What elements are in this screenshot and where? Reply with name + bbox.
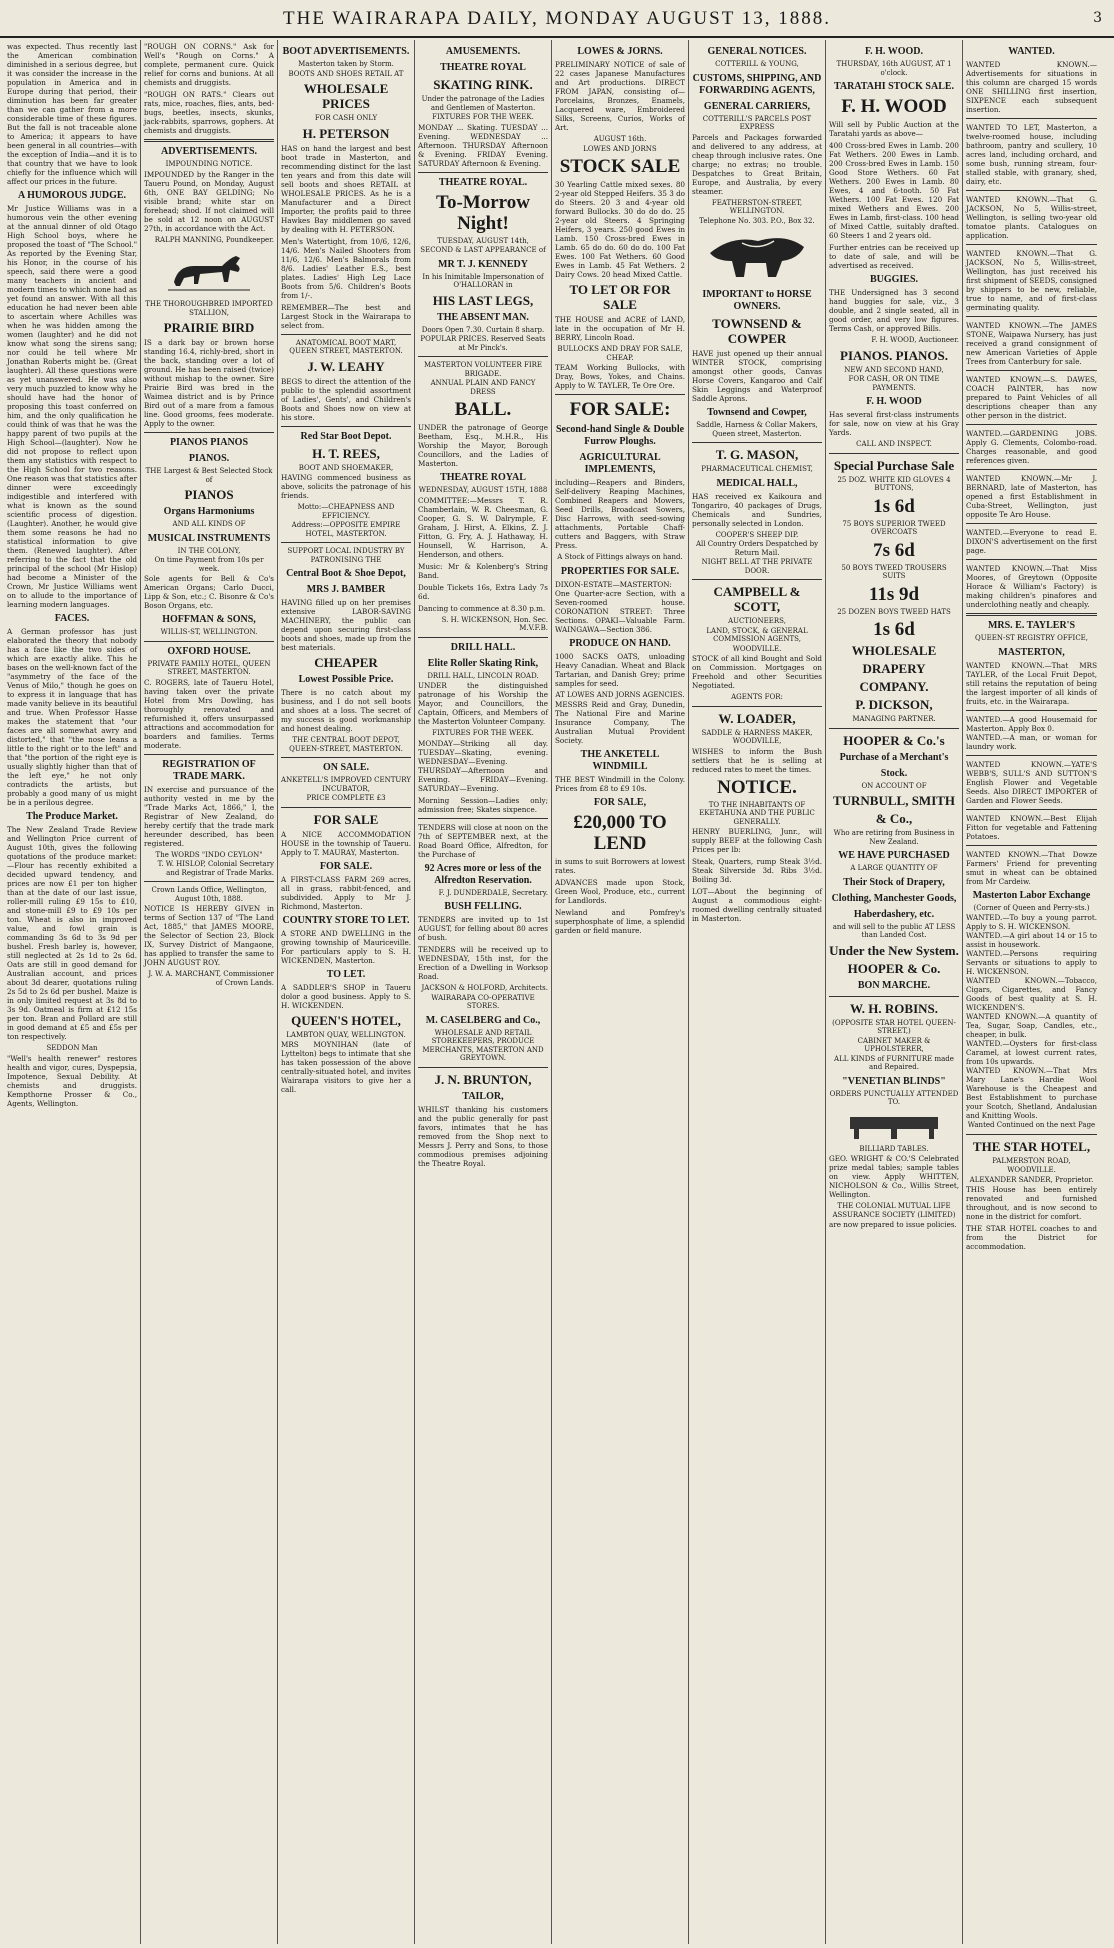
country-store-heading: COUNTRY STORE TO LET. xyxy=(282,914,410,926)
acres-heading: 92 Acres more or less of the Alfredton Reservation. xyxy=(424,862,542,886)
pianos-heading-2: PIANOS. PIANOS. xyxy=(840,347,948,363)
furniture-made: ALL KINDS of FURNITURE made and Repaired. xyxy=(834,1054,954,1071)
column-4 xyxy=(415,40,552,1944)
kennedy-name: MR T. J. KENNEDY xyxy=(438,258,528,270)
wood-heading: F. H. WOOD. xyxy=(864,46,924,57)
wanted-ad: WANTED KNOWN.—Advertisements for situations in this column are charged 15 words ONE SHILLING first insertion, SIXPENCE each subsequent insertion. xyxy=(966,60,1097,114)
coop-stores: WAIRARAPA CO-OPERATIVE STORES. xyxy=(431,993,535,1010)
star-hotel-text: THIS House has been entirely renovated and furnished throughout, and is now second to none in the district for comfort. xyxy=(966,1185,1097,1221)
boys-trousers-price: 11s 9d xyxy=(868,583,920,605)
drapery-heading: DRAPERY xyxy=(862,661,926,676)
produce-text: 1000 SACKS OATS, unloading Heavy Canadian. Wheat and Black Tartarian, and Danish Grey; prime samples for seed. xyxy=(555,651,685,688)
impound-text: IMPOUNDED by the Ranger in the Taueru Pound, on Monday, August 6th, ONE BAY GELDING; No visible brand; white star on forehead; shod. If not claimed will be sold at 12 noon on AUGUST 27th, in accordance with the Act. xyxy=(144,169,274,233)
support-local: SUPPORT LOCAL INDUSTRY BY PATRONISING THE xyxy=(287,547,405,564)
boots-retail: BOOTS AND SHOES RETAIL AT xyxy=(288,69,404,78)
drill-hall-heading: DRILL HALL. xyxy=(450,641,516,653)
performance-date: TUESDAY, AUGUST 14th, xyxy=(437,236,529,245)
special-purchase: Special Purchase Sale xyxy=(833,457,955,473)
peterson-name: H. PETERSON xyxy=(302,125,390,141)
organs-heading: Organs Harmoniums xyxy=(163,506,255,517)
peterson-remember: REMEMBER—The best and Largest Stock in the Wairarapa to select from. xyxy=(281,302,411,330)
article-heading-faces: FACES. xyxy=(54,613,90,624)
wanted-ad: WANTED.—To buy a young parrot. Apply to S. H. WICKENSON. xyxy=(966,913,1097,931)
page-number: 3 xyxy=(1093,10,1102,26)
loader-trade: SADDLE & HARNESS MAKER, WOODVILLE, xyxy=(701,728,813,745)
for-sale-heading-lowes: FOR SALE: xyxy=(569,399,671,420)
wanted-ad: WANTED.—Everyone to read E. DIXON'S advertisement on the first page. xyxy=(966,528,1097,555)
lowest-price: Lowest Possible Price. xyxy=(298,674,394,685)
boys-overcoats-price: 7s 6d xyxy=(873,539,915,561)
star-hotel-town: WOODVILLE. xyxy=(1007,1166,1056,1174)
wanted-ad: WANTED KNOWN.—The JAMES STONE, Waipawa Nursery, has just received a grand consignment of new American Varieties of Apple Trees from Canterbury for sale. xyxy=(966,321,1097,366)
ad-rough-corns: "ROUGH ON CORNS." Ask for Well's "Rough on Corns." A complete, permanent cure. Quick relief for corns and bunions. At all chemists and druggists. xyxy=(144,42,274,87)
to-let-text: THE HOUSE and ACRE of LAND, late in the occupation of Mr H. BERRY, Lincoln Road. xyxy=(555,315,685,342)
produce-heading: PRODUCE ON HAND. xyxy=(569,637,671,649)
bamber-text: HAVING filled up on her premises extensive LABOR-SAVING MACHINERY, the public can depend upon securing first-class boots and shoes, made up from the best materials. xyxy=(281,598,411,652)
townsend-name: TOWNSEND & COWPER xyxy=(712,316,802,346)
queens-hotel-text: MRS MOYNIHAN (late of Lyttelton) begs to intimate that she has taken possession of the above centrally-situated hotel, and invites Wairarapa visitors to give her a call. xyxy=(281,1040,411,1094)
trade-mark-text: IN exercise and pursuance of the authority vested in me by the "Trade Marks Act, 1866," I, the Registrar of New Zealand, do hereby certify that the trade mark hereunder described, has been registered. xyxy=(144,784,274,848)
ball-secretary: S. H. WICKENSON, Hon. Sec. M.V.F.B. xyxy=(441,615,548,632)
column-5 xyxy=(552,40,689,1944)
stallion-name: PRAIRIE BIRD xyxy=(163,320,255,335)
agricultural-heading: AGRICULTURAL IMPLEMENTS, xyxy=(579,452,661,475)
boot-ads-subheading: Masterton taken by Storm. xyxy=(298,60,394,68)
ball-date: WEDNESDAY, AUGUST 15TH, 1888 xyxy=(418,486,548,494)
parcels-heading: COTTERILL'S PARCELS POST EXPRESS xyxy=(702,114,812,131)
doors-open: Doors Open 7.30. Curtain 8 sharp. xyxy=(421,325,545,334)
amusements-heading: AMUSEMENTS. xyxy=(445,46,521,57)
company-heading: COMPANY. xyxy=(859,679,929,694)
red-star-depot: Red Star Boot Depot. xyxy=(300,430,392,442)
farce-title: THE ABSENT MAN. xyxy=(437,311,529,323)
on-account-of: ON ACCOUNT OF xyxy=(861,781,927,790)
rees-address: Address:—OPPOSITE EMPIRE HOTEL, MASTERTON. xyxy=(291,521,401,538)
architects: JACKSON & HOLFORD, Architects. xyxy=(421,984,548,992)
column-7 xyxy=(826,40,963,1944)
beef-notice: HENRY BUERLING, Junr., will supply BEEF at the following Cash Prices per lb: xyxy=(692,827,822,854)
properties-heading: PROPERTIES FOR SALE. xyxy=(560,565,680,577)
theatre-royal-heading: THEATRE ROYAL xyxy=(440,62,526,73)
further-entries: Further entries can be received up to date of sale, and will be advertised as received. xyxy=(829,243,959,270)
peterson-text: HAS on hand the largest and best boot trade in Masterton, and recommending distinct for the last ten years and from this date will sell boots and shoes RETAIL at WHOLESALE PRICES. As he is a Manufacturer and a Direct Importer, the profits paid to three Hawkes Bay middlemen go saved by dealing with H. PETERSON. xyxy=(281,143,411,234)
manure-text: Newland and Pomfrey's superphosphate of lime, a splendid garden or field manure. xyxy=(555,908,685,935)
stock-list: 30 Yearling Cattle mixed sexes. 80 2-year old Stepped Heifers. 35 3 do do Steers. 20 3 and 4-year old forward Bullocks. 30 do do do. 25 2-year old Steers. 4 Springing Heifers, 3 years. 250 good Ewes in Lamb. 150 Cross-bred Ewes in Lamb. 65 do do. 60 do do. 100 Fat Ewes. 100 Fat Wethers. 60 Good Ewes in Lamb. 45 Fat Wethers. 2 Dairy Cows. 20 head Mixed Cattle. xyxy=(555,180,685,279)
mutual-life-text: are now prepared to issue policies. xyxy=(829,1220,957,1229)
saddler-shop-text: A SADDLER'S SHOP in Taueru dolor a good business. Apply to S. H. WICKENDEN. xyxy=(281,982,411,1010)
colony-text: IN THE COLONY, xyxy=(177,546,241,555)
sheep-dip: COOPER'S SHEEP DIP. xyxy=(715,530,799,539)
hoffman-name: HOFFMAN & SONS, xyxy=(162,614,256,625)
lowest-text: There is no catch about my business, and I do not sell boots and shoes at a loss. The secret of my success is good workmanship and honest dealing. xyxy=(281,688,411,733)
impound-heading: IMPOUNDING NOTICE. xyxy=(165,160,253,168)
properties-text: DIXON-ESTATE—MASTERTON: One Quarter-acre Section, with a Seven-roomed house. CORONATION STREET: Three Sections. OPAKI—Valuable Farm. WAINGAWA—Section 386. xyxy=(555,579,685,634)
mason-name: T. G. MASON, xyxy=(715,447,799,462)
auctioneers: AUCTIONEERS, xyxy=(728,617,786,625)
mason-text: HAS received ex Kaikoura and Tongariro, 40 packages of Drugs, Chemicals and Sundries, personally selected in London. xyxy=(692,491,822,528)
wood-text: Will sell by Public Auction at the Taratahi yards as above— xyxy=(829,120,959,138)
retiring-text: Who are retiring from Business in New Zealand. xyxy=(833,829,955,846)
windmill-text: THE BEST Windmill in the Colony. Prices from £8 to £9 10s. xyxy=(555,775,685,793)
kennedy-role: In his Inimitable Impersonation of O'HALLORAN in xyxy=(422,272,544,289)
to-let-or-sale: TO LET OR FOR SALE xyxy=(569,282,671,312)
bullocks-text: TEAM Working Bullocks, with Dray, Bows, Yokes, and Chains. Apply to W. TAYLER, Te Ore Ore. xyxy=(555,363,685,390)
skating-patronage: Under the patronage of the Ladies and Gentlemen of Masterton. xyxy=(421,95,545,112)
lend-text: in sums to suit Borrowers at lowest rates. xyxy=(555,857,685,875)
stallion-heading: THE THOROUGHBRED IMPORTED STALLION, xyxy=(145,300,273,317)
theatre-heading: THEATRE ROYAL. xyxy=(438,176,528,188)
fixtures-heading-2: FIXTURES FOR THE WEEK. xyxy=(432,729,534,737)
fixtures-text: MONDAY ... Skating. TUESDAY ... Evening. WEDNESDAY ... Afternoon. THURSDAY Afternoon & Evening. FRIDAY Evening. SATURDAY Afternoon & Evening. xyxy=(418,122,548,168)
fittings-note: A Stock of Fittings always on hand. xyxy=(557,553,683,561)
stock-sale-agents: LOWES AND JORNS xyxy=(583,144,657,153)
call-inspect: CALL AND INSPECT. xyxy=(856,440,932,448)
second-appearance: SECOND & LAST APPEARANCE of xyxy=(420,246,546,254)
wood-pianos-text: Has several first-class instruments for sale, now on view at his Gray Yards. xyxy=(829,410,959,437)
turnbull-smith: TURNBULL, SMITH xyxy=(832,793,956,808)
caselberg-name: M. CASELBERG and Co., xyxy=(425,1014,541,1026)
crown-lands-heading: Crown Lands Office, Wellington, August 10th, 1888. xyxy=(151,886,267,903)
elite-text: UNDER the distinguished patronage of his Worship the Mayor, and Councillors, the Captain, Officers, and Members of the Masterton Volunteer Company. xyxy=(418,681,548,726)
tomorrow-night: To-Morrow Night! xyxy=(436,191,530,234)
cash-time-payments: FOR CASH, OR ON TIME PAYMENTS. xyxy=(848,375,940,392)
bush-felling-heading: BUSH FELLING. xyxy=(444,901,522,912)
medical-hall: MEDICAL HALL, xyxy=(716,477,798,489)
clothing-goods: Clothing, Manchester Goods, xyxy=(831,892,957,904)
piano-agents: Sole agents for Bell & Co's American Organs; Carlo Ducci, Lipp & Son, etc.; C. Bisonre & Co's Boson Organs, etc. xyxy=(144,574,274,610)
billiard-table-icon xyxy=(844,1111,944,1141)
brunton-text: WHILST thanking his customers and the public generally for past favors, intimates that he has removed from the Shop next to Messrs J. Perry and Sons, to those commodious premises adjoining the Theatre Royal. xyxy=(418,1104,548,1168)
notice-heading: NOTICE. xyxy=(717,776,797,798)
labor-exchange-address: (Corner of Queen and Perry-sts.) xyxy=(973,903,1090,912)
loader-name: W. LOADER, xyxy=(718,710,796,726)
trade-mark-signature: T. W. HISLOP, Colonial Secretary and Registrar of Trade Marks. xyxy=(157,860,274,877)
bullocks-heading: BULLOCKS AND DRAY FOR SALE, CHEAP. xyxy=(557,345,683,362)
wanted-continued: Wanted Continued on the next Page xyxy=(967,1121,1096,1129)
buggies-heading: BUGGIES. xyxy=(869,274,919,285)
anatomical-boot-mart: ANATOMICAL BOOT MART, QUEEN STREET, MASTERTON. xyxy=(289,338,403,355)
pianos-heading: PIANOS PIANOS xyxy=(169,437,249,448)
oxford-subheading: PRIVATE FAMILY HOTEL, QUEEN STREET, MASTERTON. xyxy=(147,659,271,676)
for-sale-heading-3: FOR SALE, xyxy=(593,797,647,808)
pianos-text: THE Largest & Best Selected Stock of xyxy=(145,467,273,484)
columns xyxy=(4,40,1110,1944)
preliminary-notice: PRELIMINARY NOTICE of sale of 22 cases Japanese Manufactures and Art productions. DIRECT FROM JAPAN, consisting of—Porcelains, Bronzes, Enamels, Lacquered ware, Embroidered Silks, Screens, Curios, Works of Art. xyxy=(555,60,685,132)
commission-agents: LAND, STOCK, & GENERAL COMMISSION AGENTS, xyxy=(706,626,808,643)
central-address: THE CENTRAL BOOT DEPOT, QUEEN-STREET, MASTERTON. xyxy=(289,736,403,753)
stock-sale-heading: STOCK SALE xyxy=(559,156,681,177)
article-judge: Mr Justice Williams was in a humorous vein the other evening at the annual dinner of old Otago High School boys, where he proposed the toast of "The School." As reported by the Evening Star, his Honor, in the course of his speech, said there were a good many teachers in ancient and modern times to which none had as yet found an answer. With all this education he had never been able to ascertain where Achilles was when he was hidden among the women (laughter) and he did not know what song the sirens sang; nor could he tell where Mr Jonathan Roberts might be. (Great laughter). All these questions were as yet unanswered. He was also very much puzzled to know why he should have had the honor of proposing this toast conferred on him, and the only qualification he could think of was that he was the happy parent of two pupils at the High School—(laughter). Now he did not propose to reflect upon them any statistics with respect to the High School for two reasons. One reason was that statistics after dinner were exceedingly indigestible and interfered with what is known as the sound scientific process of digestion. (Laughter). Another, he would give them some reasons he had no statistical information to give them. (Renewed laughter). After referring to the fact that the old principal of the school (Mr Hislop) had become a Minister of the Crown, Mr Justice Williams went on to allude to the importance of learning modern languages. xyxy=(7,204,137,609)
wanted-ad: WANTED.—GARDENING JOBS. Apply G. Clements, Colombo-road. Charges reasonable, and good references given. xyxy=(966,429,1097,465)
ploughs-heading: Second-hand Single & Double Furrow Ploughs. xyxy=(555,424,685,447)
newspaper-title: THE WAIRARAPA DAILY, MONDAY AUGUST 13, 1888. xyxy=(283,8,831,29)
ball-committee: COMMITTEE:—Messrs T. R. Chamberlain, W. R. Cheesman, G. Cooper, G. S. W. Dalrymple, F. Graham, J. Hirst, A. Elkins, Z. J. Fitton, G. Fry, A. J. Hathaway, H. Hounsell, W. Harrison, A. Henderson, and others. xyxy=(418,495,548,559)
country-orders: All Country Orders Despatched by Return Mail. xyxy=(695,540,819,557)
fancy-dress: ANNUAL PLAIN AND FANCY DRESS xyxy=(430,379,536,396)
central-depot-heading: Central Boot & Shoe Depot, xyxy=(286,568,406,579)
wood-name: F. H. WOOD xyxy=(841,96,947,117)
orders-attended: ORDERS PUNCTUALLY ATTENDED TO. xyxy=(829,1089,959,1106)
customs-heading: CUSTOMS, SHIPPING, AND FORWARDING AGENTS, xyxy=(692,72,822,96)
brunton-trade: TAILOR, xyxy=(462,1090,504,1102)
ball-tickets: Double Tickets 16s, Extra Lady 7s 6d. xyxy=(418,582,548,601)
trade-mark-heading: REGISTRATION OF TRADE MARK. xyxy=(162,758,256,782)
wanted-ad: WANTED.—A man, or woman for laundry work. xyxy=(966,732,1097,751)
night-bell: NIGHT BELL AT THE PRIVATE DOOR. xyxy=(701,558,813,575)
ball-heading: BALL. xyxy=(454,399,512,420)
rees-motto: Motto:—CHEAPNESS AND EFFICIENCY. xyxy=(297,503,395,520)
boot-ads-heading: BOOT ADVERTISEMENTS. xyxy=(282,46,410,57)
queens-hotel-heading: QUEEN'S HOTEL, xyxy=(291,1012,401,1028)
instruments-kinds: AND ALL KINDS OF xyxy=(172,520,246,528)
taratahi-sale: TARATAHI STOCK SALE. xyxy=(833,81,955,92)
stallion-text: IS a dark bay or brown horse standing 16.4, richly-bred, short in the back, standing over a lot of ground. He has been raised (twice) without mishap to the owner. Sire Prairie Bird was bred in the Waimea district and is by Prince Bird out of a mare from a famous line. Good grooms, fees moderate. Apply to the owner. xyxy=(144,338,274,428)
hoffman-address: WILLIS-ST, WELLINGTON. xyxy=(160,628,258,636)
incubator-price: PRICE COMPLETE £3 xyxy=(306,794,386,802)
article-intro: was expected. Thus recently last the American combination diminished in a serious degree, but it was consider the increase in the population in America and in Europe during that period, their diminution has been far greater than we can gather from a more considerable time of these figures. But the fall is not traceable alone to America; it appears to have been general in all countries—with the exception of India—and it is to that country that we have to look chiefly for the influence which will affect our prices in the future. xyxy=(7,42,137,186)
cash-only: FOR CASH ONLY xyxy=(314,114,378,122)
carriers-heading: GENERAL CARRIERS, xyxy=(703,100,811,112)
wood-name-2: F. H. WOOD xyxy=(866,396,922,407)
townsend-name-2: Townsend and Cowper, xyxy=(707,407,807,418)
registry-office: QUEEN-ST REGISTRY OFFICE, xyxy=(974,634,1089,642)
fixtures-heading: FIXTURES FOR THE WEEK. xyxy=(432,113,534,121)
parcels-text: Parcels and Packages forwarded and delivered to any address, at cheap through inclusive rates. One charge; no extras; no trouble. Despatches to Great Britain, Europe, and Australia, by every steamer. xyxy=(692,132,822,196)
turnbull-co: & Co., xyxy=(875,811,913,826)
trade-mark-words: The WORDS "INDO CEYLON" xyxy=(155,850,263,859)
for-sale-text: A NICE ACCOMMODATION HOUSE in the township of Taueru. Apply to T. MAURAY, Masterton. xyxy=(281,829,411,857)
masterton-location: MASTERTON, xyxy=(998,646,1065,658)
we-have-purchased: WE HAVE PURCHASED xyxy=(838,850,950,861)
wanted-ad: WANTED KNOWN.—YATE'S WEBB'S, SULL'S AND SUTTON'S English Flower and Vegetable Seeds. Also DIRECT IMPORTER of Garden and Flower Seeds. xyxy=(966,759,1097,805)
star-hotel: THE STAR HOTEL, xyxy=(972,1138,1091,1154)
incubator: ANKETELL'S IMPROVED CENTURY INCUBATOR, xyxy=(281,776,411,793)
robins-address: (OPPOSITE STAR HOTEL QUEEN-STREET,) xyxy=(832,1018,956,1035)
agricultural-text: including—Reapers and Binders, Self-delivery Reaping Machines, Combined Reapers and Mowers, Seed Drills, Broadcast Sowers, Disc Harrows, with seed-sowing attachments, Portable Chaff-cutters and Baggers, with Straw Press. xyxy=(555,478,685,550)
hooper-heading: HOOPER & Co.'s xyxy=(843,732,945,748)
billiard-tables: BILLIARD TABLES. xyxy=(859,1144,929,1153)
tayler-name: MRS. E. TAYLER'S xyxy=(987,620,1076,631)
buggies-text: THE Undersigned has 3 second hand buggies for sale, viz., 3 double, and 2 single seated, all in good order, and very low figures. Terms Cash, or approved Bills. xyxy=(829,288,959,333)
session-prices: Morning Session—Ladies only; admission free; Skates sixpence. xyxy=(418,795,548,814)
article-produce: The New Zealand Trade Review and Wellington Price current of August 10th, gives the following quotations of the produce market:—Flour has recently exhibited a decided upward tendency, and prices are now £1 per ton higher than at the date of our last issue, roller-mill ruling £9 15s to £10, and stone-mill £9 to £9 10s per ton. Wheat is also in improved value, and fowl grain is commanding 3s 6d to 3s 9d per bushel. Fresh barley is, however, still neglected at 2s 1d to 2s 6d. Oats are still in good demand for Australian account, and prices about 3d dearer, quotations ruling 2s 5d to 2s 6d per bushel. Maize is in only limited request at 3s 8d to 3s 9d. Oatmeal is firm at £12 15s per ton. Bran and Pollard are still in good demand at £5 and £5s per ton respectively. xyxy=(7,825,137,1041)
crown-lands-text: NOTICE IS HEREBY GIVEN in terms of Section 137 of "The Land Act, 1885," that JAMES MOORE, the Selector of Section 23, Block IX, Survey District of Mangaone, has applied to transfer the same to JOHN AUGUST ROY. xyxy=(144,904,274,967)
wanted-ad: WANTED.—A girl about 14 or 15 to assist in housework. xyxy=(966,931,1097,949)
oxford-heading: OXFORD HOUSE. xyxy=(167,645,251,657)
bush-felling-text: TENDERS are invited up to 1st AUGUST, for felling about 80 acres of bush. xyxy=(418,915,548,942)
agents-for: AGENTS FOR: xyxy=(731,693,783,701)
ball-dancing: Dancing to commence at 8.30 p.m. xyxy=(418,603,546,613)
elite-rink: Elite Roller Skating Rink, xyxy=(427,657,539,669)
article-heading-produce: The Produce Market. xyxy=(26,811,118,822)
popular-prices: POPULAR PRICES. Reserved Seats at Mr Pinck's. xyxy=(420,335,546,352)
oxford-text: C. ROGERS, late of Taueru Hotel, having taken over the private Hotel from Mrs Dowling, has thoroughly renovated and refurnished it, offers unsurpassed attractions and accommodation for boarders and families. Terms moderate. xyxy=(144,677,274,750)
dwelling-tender: TENDERS will be received up to WEDNESDAY, 15th inst, for the Erection of a Dwelling in Worksop Road. xyxy=(418,945,548,981)
robins-name: W. H. ROBINS. xyxy=(849,1000,939,1016)
stock-sale-date: AUGUST 16th. xyxy=(593,135,647,143)
to-let-heading: TO LET. xyxy=(326,968,366,980)
drill-hall-address: DRILL HALL, LINCOLN ROAD. xyxy=(427,671,539,680)
campbell-text: STOCK of all kind Bought and Sold on Commission. Mortgages on Freehold and other Securities Negotiated. xyxy=(692,654,822,690)
musical-instruments: MUSICAL INSTRUMENTS xyxy=(147,532,271,544)
fire-brigade: MASTERTON VOLUNTEER FIRE BRIGADE. xyxy=(423,361,543,378)
merchant-purchase: Purchase of a Merchant's xyxy=(839,751,949,763)
caselberg-trade: WHOLESALE AND RETAIL STOREKEEPERS, PRODUCE MERCHANTS, MASTERTON AND GREYTOWN. xyxy=(422,1028,544,1062)
kid-gloves: 25 DOZ. WHITE KID GLOVES 4 BUTTONS, xyxy=(837,475,951,492)
notice-text: "Well's health renewer" restores health and vigor, cures, Dyspepsia, Impotence, Sexual Debility. At chemists and druggists. Kempthorne Prosser & Co., Agents, Wellington. xyxy=(7,1053,137,1108)
wanted-ad: WANTED KNOWN.—That G. JACKSON, No 5, Willis-street, Wellington, has just received his first shipment of SEEDS, consigned by shippers to be new, reliable, true to name, and of first-class germinating quality. xyxy=(966,249,1097,312)
townsend-address: Saddle, Harness & Collar Makers, Queen street, Masterton. xyxy=(696,421,818,438)
windmill-heading: THE ANKETELL WINDMILL xyxy=(580,749,660,772)
column-2 xyxy=(141,40,278,1944)
play-title: HIS LAST LEGS, xyxy=(432,292,534,308)
pianos-big: PIANOS xyxy=(184,487,234,502)
wanted-ad: WANTED KNOWN.—That Dowze Farmers' Friend for preventing smut in wheat can be obtained from Mr Cardeiw. xyxy=(966,849,1097,886)
wanted-ad: WANTED KNOWN.—A quantity of Tea, Sugar, Soap, Candles, etc., cheaper, in bulk. xyxy=(966,1012,1097,1039)
crown-lands-signature: J. W. A. MARCHANT, Commissioner of Crown Lands. xyxy=(148,970,274,987)
fixtures-text-2: MONDAY—Striking all day. TUESDAY—Skating, evening. WEDNESDAY—Evening. THURSDAY—Afternoon and Evening. FRIDAY—Evening. SATURDAY—Evening. xyxy=(418,738,548,793)
wanted-heading: WANTED. xyxy=(1008,46,1055,57)
wanted-ad: WANTED.—Persons requiring Servants or situations to apply to H. WICKENSON. xyxy=(966,949,1097,976)
rees-trade: BOOT AND SHOEMAKER, xyxy=(298,463,394,472)
haberdashery: Haberdashery, etc. xyxy=(853,908,935,920)
campbell-scott-name: CAMPBELL & SCOTT, xyxy=(713,584,801,614)
brunton-name: J. N. BRUNTON, xyxy=(434,1071,532,1087)
column-3 xyxy=(278,40,415,1944)
mason-trade: PHARMACEUTICAL CHEMIST, xyxy=(701,465,813,473)
star-hotel-coaches: THE STAR HOTEL coaches to and from the District for accommodation. xyxy=(966,1224,1097,1251)
leahy-text: BEGS to direct the attention of the public to the splendid assortment of Ladies', Gents', and Children's Boots and Shoes now on view at his store. xyxy=(281,376,411,422)
pianos-subheading: PIANOS. xyxy=(188,453,230,464)
wanted-ad: WANTED KNOWN.—That MRS TAYLER, of the Local Fruit Depot, still retains the reputation of being the largest importer of all kinds of fruits, etc. in the Wairarapa. xyxy=(966,660,1097,706)
wanted-ad: WANTED TO LET, Masterton, a twelve-roomed house, including bathroom, pantry and scullery, 10 acres land, including orchard, and some bush, running stream, four-stalled stable, with granary, shed, dairy, etc. xyxy=(966,123,1097,186)
cabinet-maker: CABINET MAKER & UPHOLSTERER, xyxy=(857,1036,931,1053)
boys-overcoats: 75 BOYS SUPERIOR TWEED OVERCOATS xyxy=(842,519,946,536)
horse-icon xyxy=(164,248,254,296)
country-store-text: A STORE AND DWELLING in the growing township of Mauriceville. For particulars apply to S. H. WICKENDEN, Masterton. xyxy=(281,928,411,965)
queens-hotel-address: LAMBTON QUAY, WELLINGTON. xyxy=(286,1030,406,1039)
kid-gloves-price: 1s 6d xyxy=(873,495,915,517)
payment-terms: On time Payment from 10s per week. xyxy=(154,556,264,573)
on-sale-heading: ON SALE. xyxy=(322,762,370,773)
tender-signature: F. J. DUNDERDALE, Secretary. xyxy=(438,888,548,897)
rees-text: HAVING commenced business as above, solicits the patronage of his friends. xyxy=(281,473,411,500)
article-heading-judge: A HUMOROUS JUDGE. xyxy=(17,190,127,201)
wood-auctioneer: F. H. WOOD, Auctioneer. xyxy=(871,336,959,344)
saddle-icon xyxy=(702,229,812,285)
dwelling-notice: LOT—About the beginning of August a commodious eight-roomed dwelling centrally situated in Masterton. xyxy=(692,887,822,923)
agencies-text: MESSRS Reid and Gray, Dunedin, The National Fire and Marine Insurance Company, The Australian Mutual Provident Society. xyxy=(555,700,685,745)
beef-prices: Steak, Quarters, rump Steak 3½d. Steak Silverside 3d. Ribs 3½d. Boiling 3d. xyxy=(692,857,822,884)
wanted-ad: WANTED KNOWN.—That Miss Moores, of Greytown (Opposite Horace & William's Factory) is making children's pinafores and underclothing neatly and cheaply. xyxy=(966,564,1097,609)
skating-rink-heading: SKATING RINK. xyxy=(433,77,533,92)
mutual-life: THE COLONIAL MUTUAL LIFE ASSURANCE SOCIETY (LIMITED) xyxy=(832,1202,956,1219)
column-8 xyxy=(963,40,1100,1944)
agencies-heading: AT LOWES AND JORNS AGENCIES. xyxy=(555,690,685,699)
for-sale-heading-2: FOR SALE. xyxy=(319,860,373,872)
stock-heading: Stock. xyxy=(880,767,908,779)
their-stock: Their Stock of Drapery, xyxy=(843,876,945,888)
peterson-prices: Men's Watertight, from 10/6, 12/6, 14/6. Men's Nailed Shooters from 11/6, 12/6. Men's Balmorals from 8/6. Ladies' Leather E.S., best plates. Ladies' High Leg Lace Boots from 5/6. Children's Boots from 1/-. xyxy=(281,236,411,300)
telephone: Telephone No. 303. P.O., Box 32. xyxy=(699,216,815,225)
cotterill-name: COTTERILL & YOUNG, xyxy=(715,60,799,68)
bon-marche: BON MARCHE. xyxy=(857,979,931,991)
horse-owners-heading: IMPORTANT to HORSE OWNERS. xyxy=(702,289,812,312)
lend-amount: £20,000 TO LEND xyxy=(573,812,667,854)
managing-partner: MANAGING PARTNER. xyxy=(852,715,936,723)
wholesale-prices: WHOLESALE PRICES xyxy=(303,81,389,111)
column-1 xyxy=(4,40,141,1944)
wanted-ad: WANTED KNOWN.—That G. JACKSON, No 5, Willis-street, Wellington, is selling two-year old tomatoe plants. Catalogues on application. xyxy=(966,195,1097,240)
ad-rough-rats: "ROUGH ON RATS." Clears out rats, mice, roaches, flies, ants, bed-bugs, beetles, insects, skunks, jack-rabbits, sparrows, gophers. At chemists and druggists. xyxy=(144,90,274,135)
wanted-ad: WANTED KNOWN.—Tobacco, Cigars, Cigarettes, and Fancy Goods of best quality at S. H. WICKENDEN'S. xyxy=(966,976,1097,1012)
dickson-name: P. DICKSON, xyxy=(855,697,933,712)
impound-signature: RALPH MANNING, Poundkeeper. xyxy=(154,235,274,244)
new-second-hand: NEW AND SECOND HAND, xyxy=(844,365,944,374)
new-system: Under the New System. xyxy=(829,942,959,958)
wanted-ad: WANTED KNOWN.—Mr J. BERNARD, late of Masterton, has opened a first Establishment in Cuba-Street, Wellington, just opposite Te Aro House. xyxy=(966,474,1097,519)
wanted-ad: WANTED KNOWN.—That Mrs Mary Lane's Hardie Wool Warehouse is the Cheapest and Best Establishment to purchase your Scotch, Shetland, Andalusian and Knitting Wools. xyxy=(966,1066,1097,1120)
hooper-name-2: HOOPER & Co. xyxy=(847,960,941,976)
featherston-address: FEATHERSTON-STREET, WELLINGTON. xyxy=(711,198,803,215)
wholesale-heading: WHOLESALE xyxy=(851,643,937,658)
labor-exchange: Masterton Labor Exchange xyxy=(972,889,1091,901)
wright-tables: GEO. WRIGHT & CO.'S Celebrated prize medal tables; sample tables on view. Apply WHITTEN, NICHOLSON & Co., Willis Street, Wellington. xyxy=(829,1154,959,1199)
column-6 xyxy=(689,40,826,1944)
townsend-text: HAVE just opened up their annual WINTER STOCK, comprising amongst other goods, Canvas Horse Covers, Kangaroo and Calf Skin Leggings and Waterproof Saddle Aprons. xyxy=(692,349,822,403)
notice-inhabitants: TO THE INHABITANTS OF EKETAHUNA AND THE PUBLIC GENERALLY. xyxy=(699,800,815,826)
leahy-name: J. W. LEAHY xyxy=(307,358,385,374)
wanted-ad: WANTED.—A good Housemaid for Masterton. Apply Box 0. xyxy=(966,714,1097,733)
landed-cost: and will sell to the public AT LESS than Landed Cost. xyxy=(832,922,956,939)
venetian-blinds: "VENETIAN BLINDS" xyxy=(842,1075,946,1087)
lowes-jorns-heading: LOWES & JORNS. xyxy=(577,46,663,57)
star-hotel-proprietor: ALEXANDER SANDER, Proprietor. xyxy=(969,1175,1094,1184)
tender-text: TENDERS will close at noon on the 7th of SEPTEMBER next, at the Road Board Office, Alfredton, for the Purchase of xyxy=(418,822,548,859)
woodville-location: WOODVILLE. xyxy=(732,644,782,653)
for-sale-heading: FOR SALE xyxy=(313,811,379,827)
notice-heading: SEDDON Man xyxy=(46,1044,98,1052)
boys-trousers: 50 BOYS TWEED TROUSERS SUITS xyxy=(841,563,947,580)
boys-hats: 25 DOZEN BOYS TWEED HATS xyxy=(837,607,951,616)
rees-name: H. T. REES, xyxy=(312,445,380,461)
cheaper-heading: CHEAPER xyxy=(314,655,378,670)
star-hotel-road: PALMERSTON ROAD, xyxy=(992,1156,1071,1165)
wanted-ad: WANTED KNOWN.—Best Elijah Fitton for vegetable and Fattening Potatoes. xyxy=(966,813,1097,841)
wanted-ad: WANTED.—Oysters for first-class Caramel, at lowest current rates, from 10s upwards. xyxy=(966,1039,1097,1066)
farm-text: A FIRST-CLASS FARM 269 acres, all in grass, rabbit-fenced, and subdivided. Apply to Mr J. Richmond, Masterton. xyxy=(281,874,411,911)
boys-hats-price: 1s 6d xyxy=(873,619,915,640)
theatre-royal-2: THEATRE ROYAL xyxy=(440,472,526,483)
loader-text: WISHES to inform the Bush settlers that he is selling at reduced rates to meet the times. xyxy=(692,746,822,774)
wood-stock-list: 400 Cross-bred Ewes in Lamb. 200 Fat Wethers. 200 Ewes in Lamb. 200 Cross-bred Ewes in Lamb. 150 Good Store Wethers. 60 Fat Wethers. 200 Ewes in Lamb. 80 Ewes, 4 and 6-tooth. 50 Fat Wethers. 100 Fat Ewes. 120 Fat mixed Wethers and Ewes. 200 Ewes in Lamb, first-class. 100 head of Mixed Cattle, suitably drafted. 60 Steers 1 and 2 years old. xyxy=(829,141,959,240)
masthead xyxy=(0,0,1114,38)
wanted-ad: WANTED KNOWN.—S. DAWES, COACH PAINTER, has now prepared to Paint Vehicles of all descriptions cheaper than any other person in the district. xyxy=(966,375,1097,420)
section-heading-advertisements: ADVERTISEMENTS. xyxy=(160,146,258,157)
general-notices-heading: GENERAL NOTICES. xyxy=(707,46,807,57)
ball-music: Music: Mr & Kolenberg's String Band. xyxy=(418,561,548,580)
bamber-name: MRS J. BAMBER xyxy=(306,584,386,595)
large-quantity: A LARGE QUANTITY OF xyxy=(850,864,938,872)
ball-text: UNDER the patronage of George Beetham, Esq., M.H.R., His Worship the Mayor, Borough Councillors, and the Ladies of Masterton. xyxy=(418,423,548,468)
article-faces: A German professor has just elaborated the theory that nobody has a face like the two sides of which are exactly alike. This he bases on the well-known fact of the "asymmetry of the face of the Venus of Milo," though he goes on to express it in language that has made vanity believe in its beautiful and true. When Professor Hasse makes the statement that "our faces are all somewhat awry and distorted," that "the nose leans a little to the right or to the left" and that "the portion of the right eye is usually slightly higher than that of the left eye," he not only contradicts the artists, but probably a good many of us might be in a perilous degree. xyxy=(7,627,137,807)
advances-text: ADVANCES made upon Stock, Green Wool, Produce, etc., current for Landlords. xyxy=(555,878,685,905)
sale-date: THURSDAY, 16th AUGUST, AT 1 o'clock. xyxy=(836,60,952,77)
